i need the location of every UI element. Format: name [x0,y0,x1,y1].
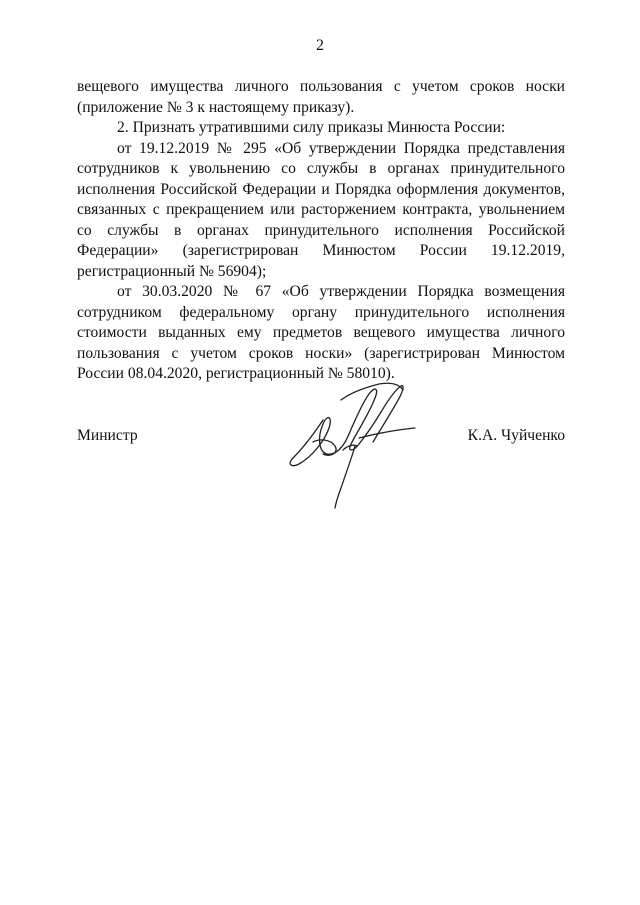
handwritten-signature [283,380,418,510]
paragraph-continuation: вещевого имущества личного пользования с учетом сроков носки (приложение № 3 к настоящему приказу). [77,78,565,116]
signer-position: Министр [77,427,138,444]
signer-name: К.А. Чуйченко [467,427,565,444]
document-body [77,77,565,385]
paragraph-order-67: от 30.03.2020 № 67 «Об утверждении Порядка возмещения сотрудником федеральному органу принудительного исполнения стоимости выданных ему предметов вещевого имущества личного пользования с учетом сроков носки» (зарегистрирован Минюстом России 08.04.2020, регистрационный № 58010). [77,283,565,382]
page-number: 2 [316,37,324,54]
paragraph-order-295: от 19.12.2019 № 295 «Об утверждении Порядка представления сотрудников к увольнению со службы в органах принудительного исполнения Российской Федерации и Порядка оформления документов, связанных с прекращением или расторжением контракта, увольнением со службы в органах принудительного исполнения Российской Федерации» (зарегистрирован Минюстом России 19.12.2019, регистрационный № 56904); [77,139,565,280]
paragraph-item-2: 2. Признать утратившими силу приказы Минюста России: [117,119,506,136]
